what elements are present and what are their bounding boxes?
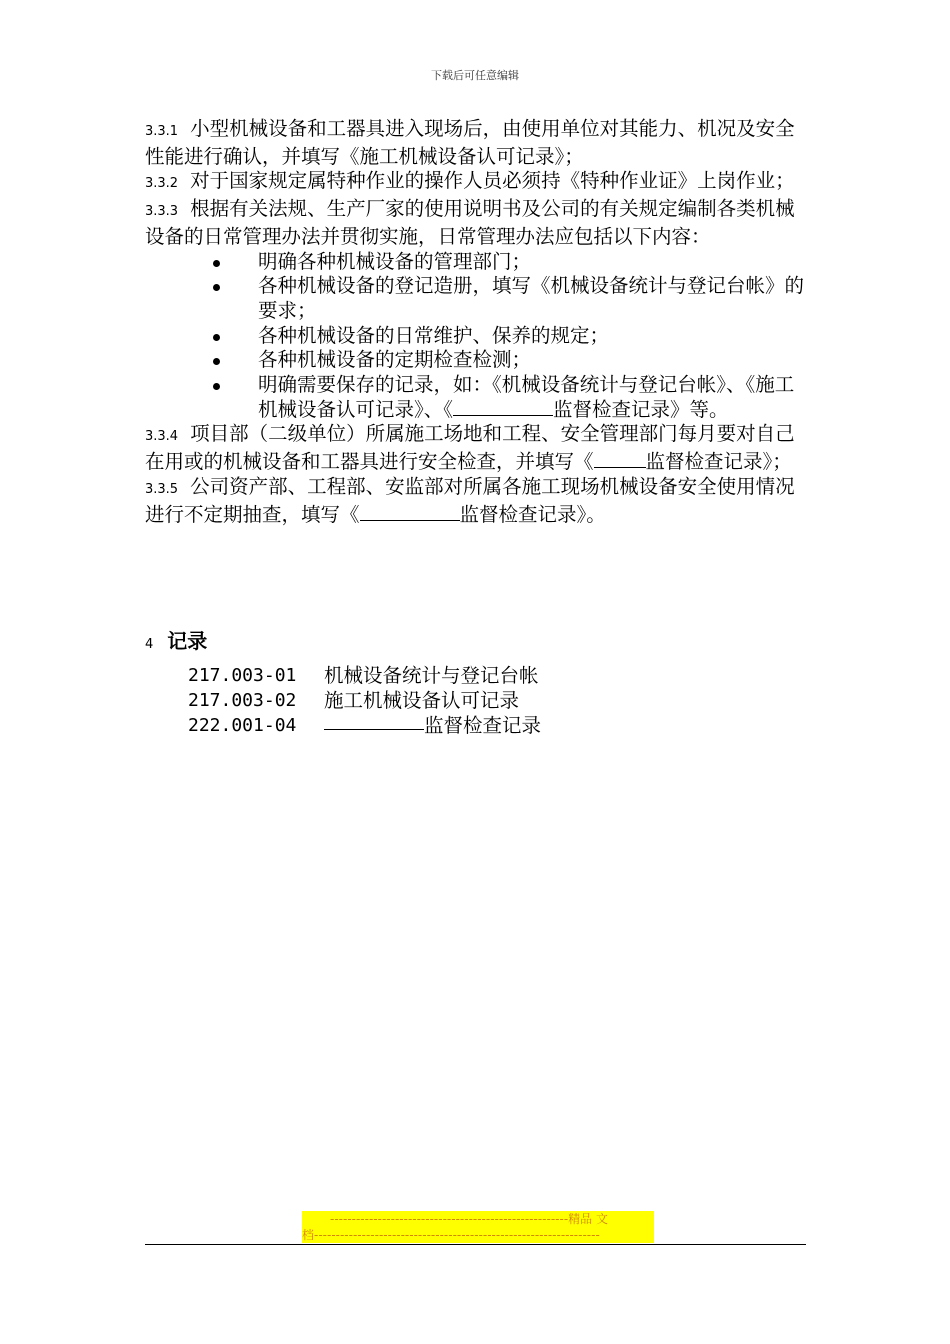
bullet-icon: [213, 260, 220, 267]
bullet-list: [145, 250, 810, 423]
footer-line: -------------------------------------------------------精品 文: [330, 1212, 608, 1226]
clause-number: 3.3.2: [145, 176, 179, 192]
paragraph-3-3-3: [145, 197, 810, 249]
page-header: 下载后可任意编辑: [431, 69, 519, 82]
list-item: 各种机械设备的日常维护、保养的规定；: [258, 324, 810, 349]
clause-text: 根据有关法规、生产厂家的使用说明书及公司的有关规定编制各类机械设备的日常管理办法并贯彻实施，日常管理办法应包括以下内容：: [145, 197, 795, 248]
list-item: 各种机械设备的登记造册，填写《机械设备统计与登记台帐》的要求；: [258, 274, 810, 323]
bullet-icon: [213, 383, 220, 390]
record-row: [188, 688, 541, 713]
paragraph-3-3-1: [145, 117, 810, 169]
section-title: 记录: [167, 629, 208, 653]
list-item: 明确各种机械设备的管理部门；: [258, 250, 810, 275]
paragraph-3-3-4: 3.3.4 项目部（二级单位）所属施工场地和工程、安全管理部门每月要对自己在用或的机械设备和工器具进行安全检查，并填写《 监督检查记录》；: [145, 422, 795, 474]
record-row: [188, 713, 541, 738]
paragraph-3-3-5: 3.3.5 公司资产部、工程部、安监部对所属各施工现场机械设备安全使用情况进行不定期抽查，填写《 监督检查记录》。: [145, 474, 795, 526]
footer-watermark: [302, 1211, 654, 1243]
clause-number: 3.3.1: [145, 124, 179, 139]
fill-blank: [360, 504, 460, 521]
bullet-icon: [213, 334, 220, 341]
record-row: [188, 663, 541, 688]
section-number: 4: [145, 637, 154, 652]
list-item: 明确需要保存的记录，如：《机械设备统计与登记台帐》、《施工机械设备认可记录》、《 监督检查记录》等。: [258, 373, 810, 422]
record-code: 217.003-01: [188, 665, 297, 686]
paragraph-3-3-2: [145, 169, 810, 197]
fill-blank: [594, 451, 646, 468]
record-code: 222.001-04: [188, 715, 297, 736]
clause-text: 小型机械设备和工器具进入现场后，由使用单位对其能力、机况及安全性能进行确认，并填写《施工机械设备认可记录》；: [145, 117, 795, 168]
section-heading: [145, 625, 207, 654]
clause-text: 对于国家规定属特种作业的操作人员必须持《特种作业证》上岗作业；: [190, 169, 795, 193]
clause-number: 3.3.4: [145, 429, 179, 445]
bullet-icon: [213, 358, 220, 365]
record-name: 机械设备统计与登记台帐: [324, 664, 539, 687]
body-text: [145, 117, 810, 527]
footer-divider: [145, 1244, 806, 1245]
record-name: 监督检查记录: [424, 714, 542, 737]
list-item: 各种机械设备的定期检查检测；: [258, 348, 810, 373]
fill-blank: [453, 399, 553, 416]
records-list: [188, 663, 541, 738]
fill-blank: [324, 713, 424, 730]
footer-line: 档------------------------------------------------------------------: [302, 1228, 600, 1242]
bullet-icon: [213, 284, 220, 291]
clause-number: 3.3.3: [145, 204, 179, 220]
clause-number: 3.3.5: [145, 481, 179, 497]
record-name: 施工机械设备认可记录: [324, 689, 520, 712]
record-code: 217.003-02: [188, 690, 297, 711]
